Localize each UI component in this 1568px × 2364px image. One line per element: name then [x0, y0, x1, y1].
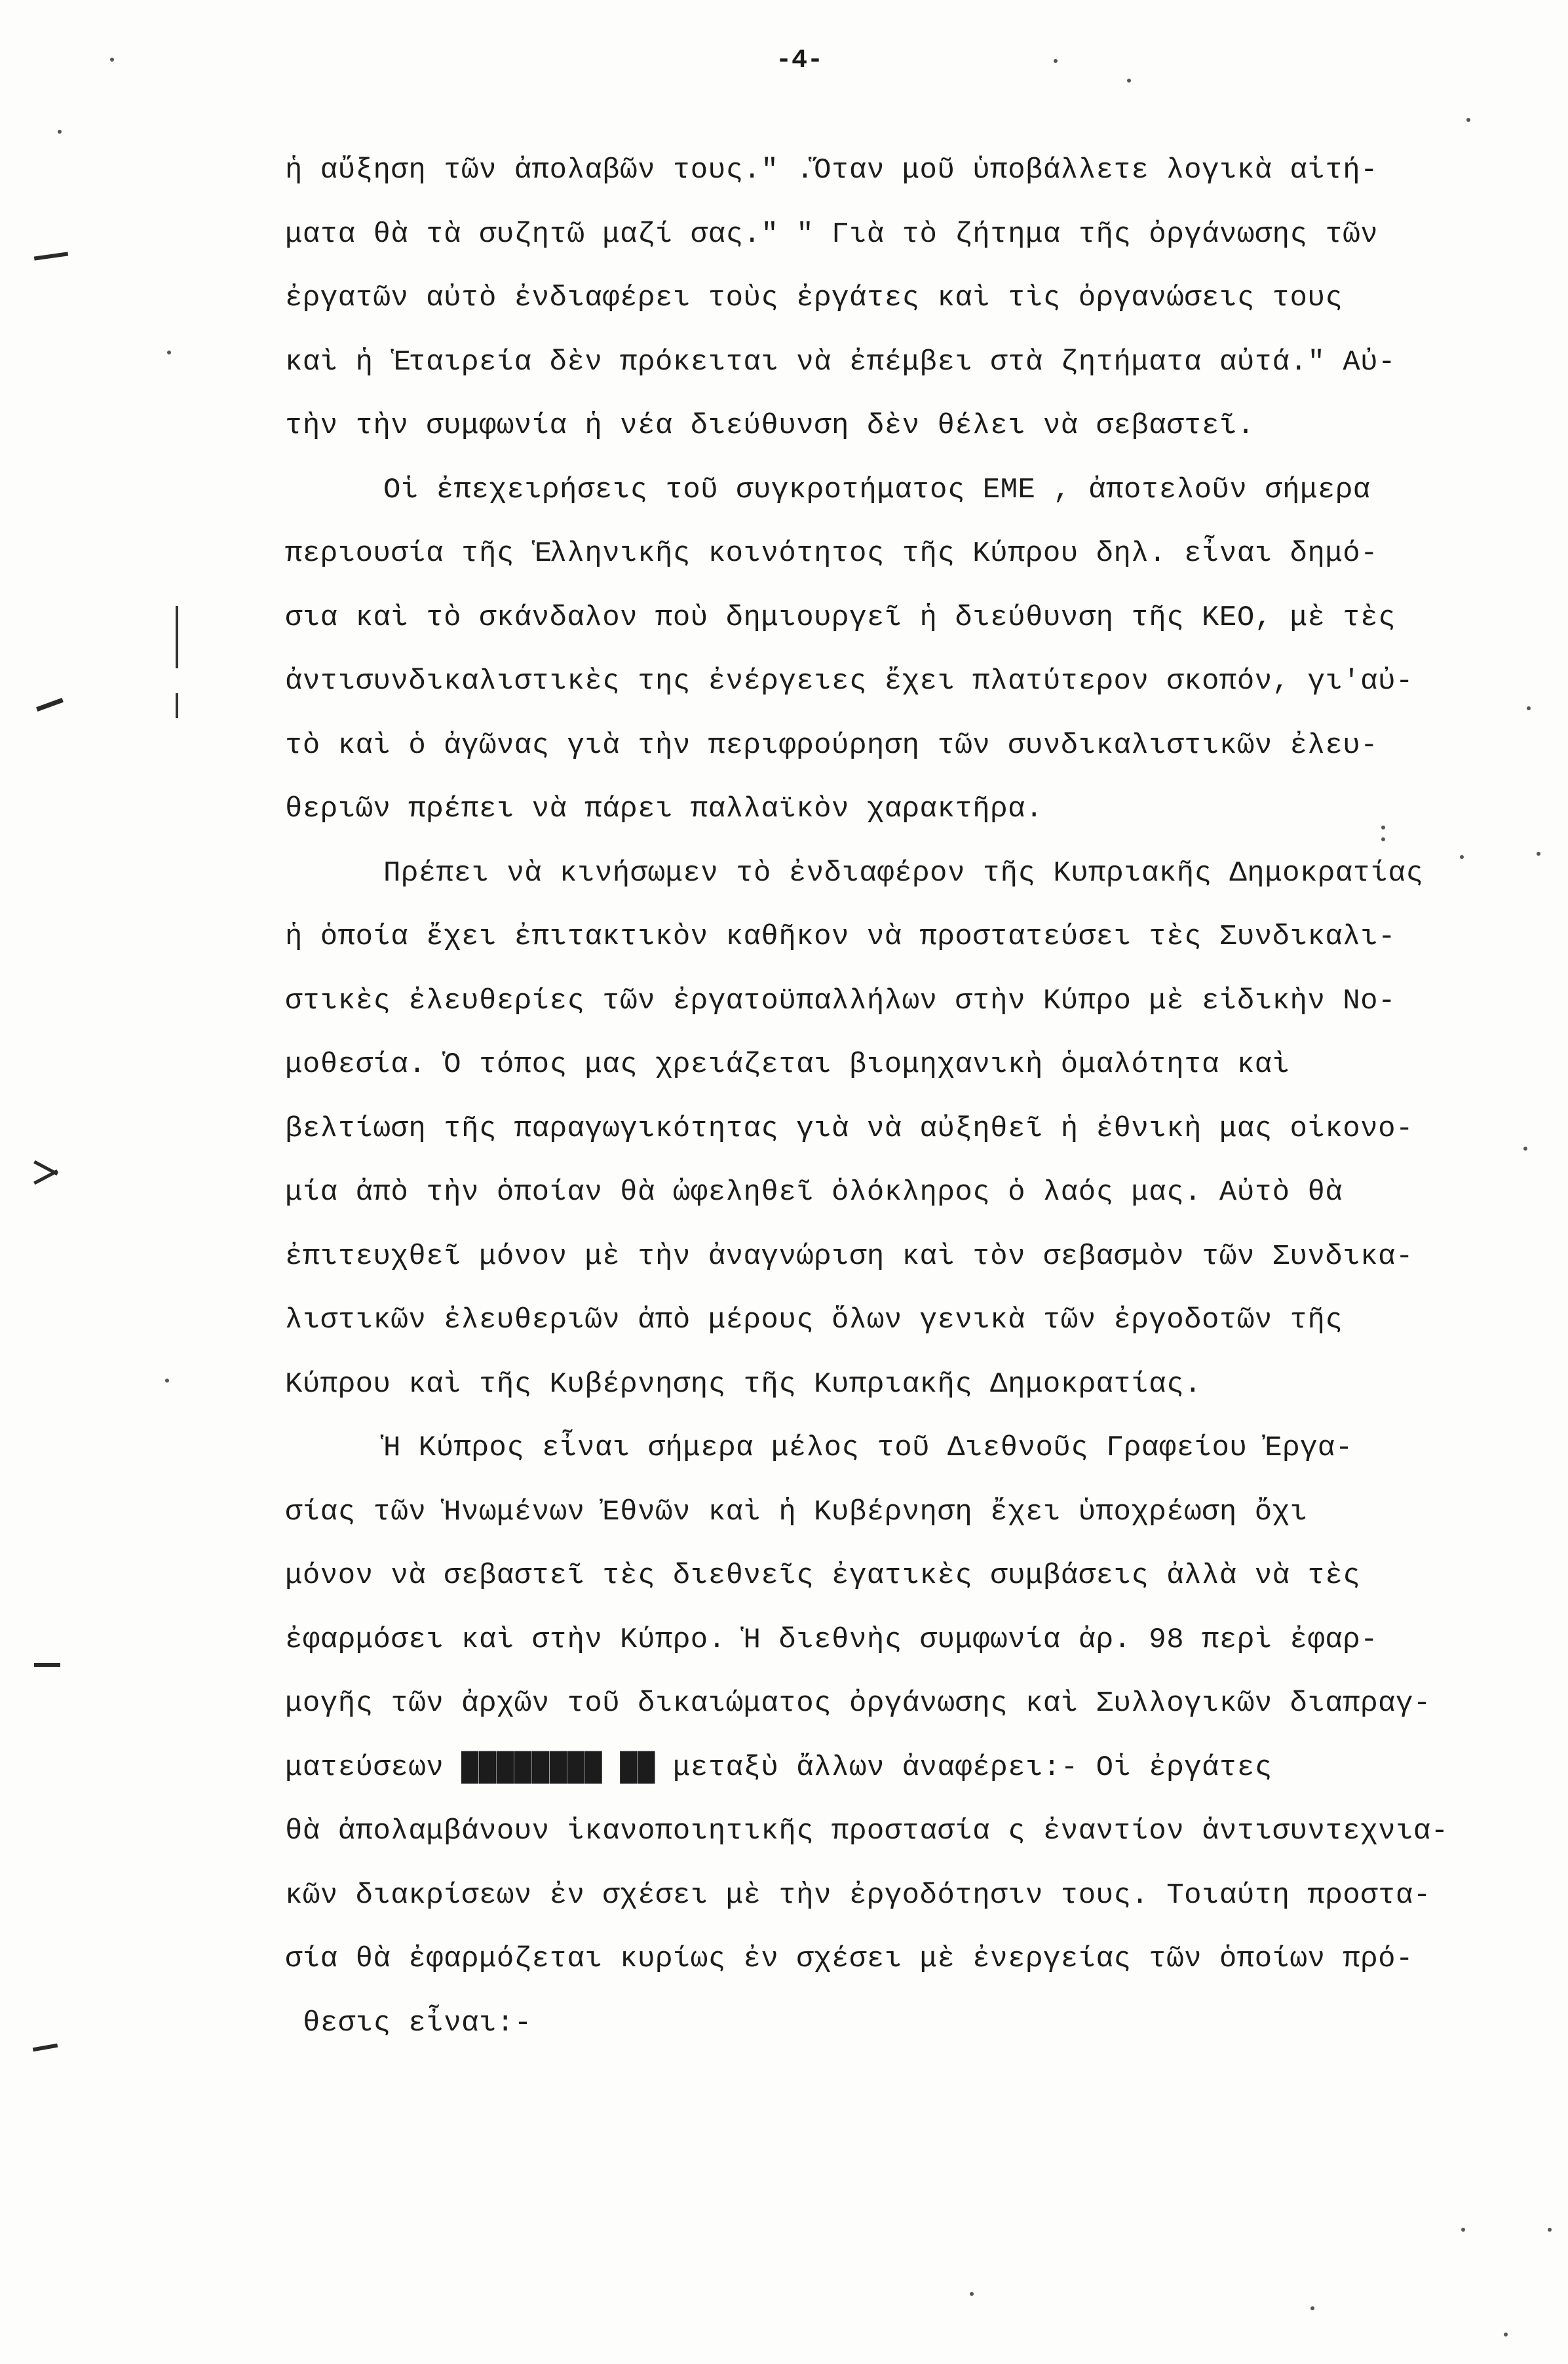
text-line: καὶ ἡ Ἑταιρεία δὲν πρόκειται νὰ ἐπέμβει στὰ ζητήματα αὐτά." Αὐ-: [285, 345, 1396, 379]
text-line: βελτίωση τῆς παραγωγικότητας γιὰ νὰ αὐξηθεῖ ἡ ἐθνικὴ μας οἰκονο-: [285, 1112, 1413, 1145]
scan-dot: [1127, 79, 1131, 83]
scan-dot: [1460, 855, 1464, 859]
body-text: [285, 139, 1514, 2055]
text-line: ἐπιτευχθεῖ μόνον μὲ τὴν ἀναγνώριση καὶ τὸν σεβασμὸν τῶν Συνδικα-: [285, 1240, 1413, 1273]
margin-line: [176, 606, 178, 668]
text-line-paragraph-start: Οἱ ἐπεχειρήσεις τοῦ συγκροτήματος ΕΜΕ , ἀποτελοῦν σήμερα: [383, 473, 1371, 506]
scan-dot: [1523, 1147, 1527, 1151]
scan-dot: [1537, 852, 1540, 856]
margin-mark: [34, 1663, 60, 1667]
text-line: σίας τῶν Ἡνωμένων Ἐθνῶν καὶ ἡ Κυβέρνηση ἔχει ὑποχρέωση ὄχι: [285, 1495, 1308, 1529]
scan-dot: [1527, 706, 1531, 710]
scan-dot: [1381, 837, 1385, 841]
text-line: λιστικῶν ἐλευθεριῶν ἀπὸ μέρους ὅλων γενικὰ τῶν ἐργοδοτῶν τῆς: [285, 1304, 1343, 1337]
scan-dot: [970, 2292, 974, 2296]
text-line: στικὲς ἐλευθερίες τῶν ἐργατοϋπαλλήλων στὴν Κύπρο μὲ εἰδικὴν Νο-: [285, 984, 1396, 1018]
scan-dot: [1461, 2228, 1465, 2232]
text-line: ἀντισυνδικαλιστικὲς της ἐνέργειες ἔχει πλατύτερον σκοπόν, γι'αὐ-: [285, 665, 1413, 698]
text-line: θεσις εἶναι:-: [303, 2006, 532, 2040]
scan-dot: [1504, 2333, 1508, 2336]
text-line-paragraph-start: Ἡ Κύπρος εἶναι σήμερα μέλος τοῦ Διεθνοῦς Γραφείου Ἐργα-: [383, 1432, 1353, 1464]
text-line: σια καὶ τὸ σκάνδαλον ποὺ δημιουργεῖ ἡ διεύθυνση τῆς ΚΕΟ, μὲ τὲς: [285, 601, 1396, 634]
scan-dot: [58, 130, 62, 134]
text-line: ἡ αὔξηση τῶν ἀπολαβῶν τους." .Ὅταν μοῦ ὑποβάλλετε λογικὰ αἰτή-: [285, 154, 1379, 187]
margin-mark: [33, 2044, 58, 2052]
text-line: περιουσία τῆς Ἑλληνικῆς κοινότητος τῆς Κύπρου δηλ. εἶναι δημό-: [285, 537, 1379, 570]
text-line: κῶν διακρίσεων ἐν σχέσει μὲ τὴν ἐργοδότησιν τους. Τοιαύτη προστα-: [285, 1878, 1431, 1912]
text-line: μία ἀπὸ τὴν ὁποίαν θὰ ὠφεληθεῖ ὁλόκληρος ὁ λαός μας. Αὐτὸ θὰ: [285, 1176, 1343, 1209]
text-line: ματα θὰ τὰ συζητῶ μαζί σας." " Γιὰ τὸ ζήτημα τῆς ὀργάνωσης τῶν: [285, 218, 1379, 251]
scan-dot: [110, 58, 114, 62]
text-line: ἐφαρμόσει καὶ στὴν Κύπρο. Ἡ διεθνὴς συμφωνία ἀρ. 98 περὶ ἐφαρ-: [285, 1623, 1379, 1656]
text-line: θεριῶν πρέπει νὰ πάρει παλλαϊκὸν χαρακτῆρα.: [285, 793, 1043, 826]
text-line: ἐργατῶν αὐτὸ ἐνδιαφέρει τοὺς ἐργάτες καὶ τὶς ὀργανώσεις τους: [285, 282, 1343, 315]
scan-dot: [167, 351, 171, 354]
text-line: τὸ καὶ ὁ ἀγῶνας γιὰ τὴν περιφρούρηση τῶν συνδικαλιστικῶν ἐλευ-: [285, 729, 1379, 762]
scan-dot: [1054, 59, 1058, 63]
text-line-paragraph-start: Πρέπει νὰ κινήσωμεν τὸ ἐνδιαφέρον τῆς Κυπριακῆς Δημοκρατίας: [383, 856, 1424, 890]
text-line: Κύπρου καὶ τῆς Κυβέρνησης τῆς Κυπριακῆς Δημοκρατίας.: [285, 1367, 1202, 1401]
scan-dot: [1310, 2306, 1314, 2310]
text-line: μογῆς τῶν ἀρχῶν τοῦ δικαιώματος ὀργάνωσης καὶ Συλλογικῶν διαπραγ-: [285, 1687, 1431, 1720]
scan-dot: [1381, 826, 1385, 829]
margin-mark: [36, 698, 64, 712]
text-line: τὴν τὴν συμφωνία ἡ νέα διεύθυνση δὲν θέλει νὰ σεβαστεῖ.: [285, 410, 1255, 442]
scan-dot: [1548, 2228, 1552, 2232]
text-line: θὰ ἀπολαμβάνουν ἱκανοποιητικῆς προστασία ς ἐναντίον ἀντισυντεχνια-: [285, 1815, 1449, 1848]
margin-mark: [34, 252, 68, 260]
page-number: -4-: [775, 46, 823, 75]
margin-mark: [33, 1170, 58, 1185]
text-line: μοθεσία. Ὁ τόπος μας χρειάζεται βιομηχανικὴ ὁμαλότητα καὶ: [285, 1048, 1290, 1081]
margin-line: [176, 693, 178, 718]
text-line: ἡ ὁποία ἔχει ἐπιτακτικὸν καθῆκον νὰ προστατεύσει τὲς Συνδικαλι-: [285, 921, 1396, 953]
scan-dot: [165, 1379, 169, 1382]
scan-dot: [1466, 118, 1470, 122]
text-line: σία θὰ ἐφαρμόζεται κυρίως ἐν σχέσει μὲ ἐνεργείας τῶν ὁποίων πρό-: [285, 1943, 1413, 1975]
text-line: μόνον νὰ σεβαστεῖ τὲς διεθνεῖς ἐγατικὲς συμβάσεις ἀλλὰ νὰ τὲς: [285, 1559, 1361, 1592]
text-line: ματεύσεων ████████ ██ μεταξὺ ἄλλων ἀναφέρει:- Οἱ ἐργάτες: [285, 1751, 1272, 1784]
